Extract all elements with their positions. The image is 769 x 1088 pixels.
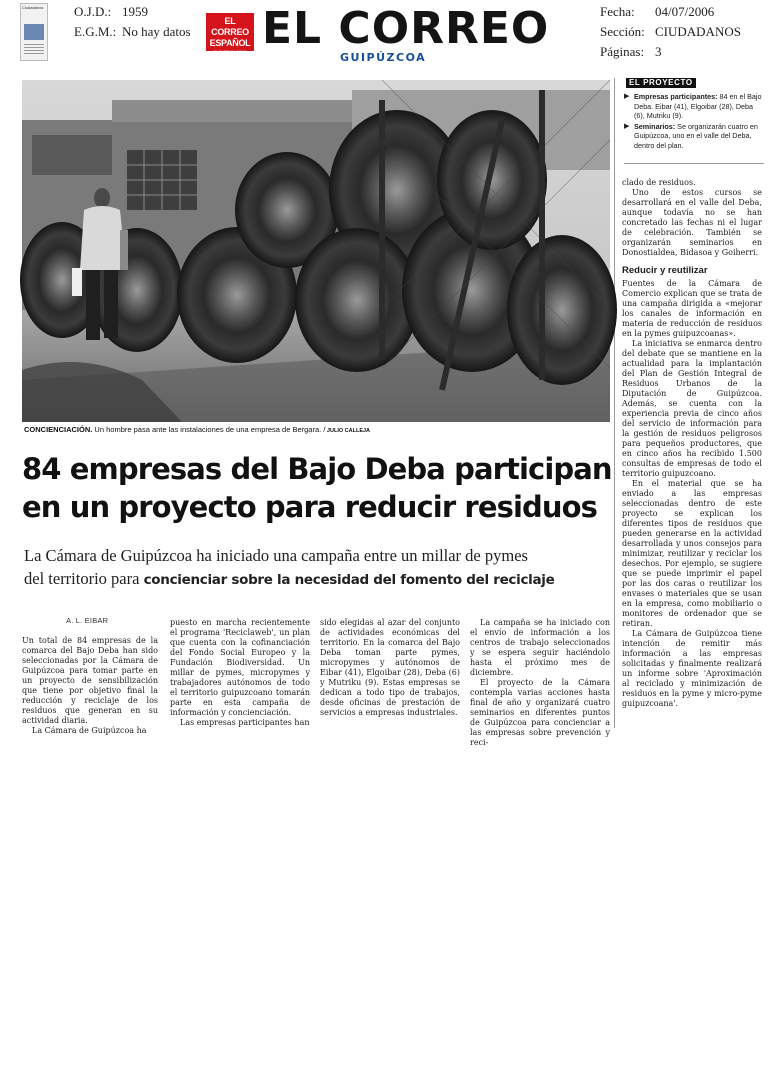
paragraph: Fuentes de la Cámara de Comercio explican que se trata de una campaña dirigida a «mejorar los canales de información en materia de reducción de residuos en la pymes guipuzcoanas».	[622, 279, 762, 338]
egm-label: E.G.M.:	[74, 24, 117, 39]
egm-value: No hay datos	[122, 24, 191, 39]
triangle-bullet-icon: ▶	[624, 93, 630, 100]
caption-credit: JULIO CALLEJA	[325, 428, 371, 434]
sidebar-tag: EL PROYECTO	[626, 78, 696, 88]
ojd-value: 1959	[122, 4, 148, 19]
article-subhead	[24, 544, 614, 592]
triangle-bullet-icon: ▶	[624, 122, 630, 130]
sidebar-item: ▶ Seminarios: Se organizarán cuatro en Guipúzcoa, uno en el valle del Deba, dentro del plan.	[624, 121, 758, 150]
body-column-1	[22, 636, 158, 736]
fecha-label: Fecha:	[600, 4, 635, 19]
subhead-emphasis: concienciar sobre la necesidad del fomento del reciclaje	[143, 572, 555, 588]
article-byline: A. L. EIBAR	[66, 616, 109, 625]
thumbnail-label: Ciudadanos	[22, 5, 44, 10]
newspaper-thumbnail	[20, 3, 48, 61]
sidebar-facts	[624, 92, 764, 151]
paragraph: sido elegidas al azar del conjunto de actividades económicas del territorio. En la comarca del Bajo Deba toman parte pymes, micropymes y autónomos de Eibar (41), Elgoibar (28), Deba (6) y Mutriku (9). Estas empresas se dedican a todo tipo de trabajos, desde oficinas de prestación de servicios a empresas industriales.	[320, 618, 460, 717]
body-column-2	[170, 618, 310, 736]
sidebar-divider	[624, 163, 764, 164]
paginas-value: 3	[655, 44, 662, 59]
caption-lead: CONCIENCIACIÓN.	[24, 425, 93, 434]
article-headline	[22, 450, 622, 526]
paragraph: puesto en marcha recientemente el programa 'Reciclaweb', un plan que cuenta con la cofinanciación del Fondo Social Europeo y la Fundación Biodiversidad. Un millar de pymes, micropymes y trabajadores autónomos de todo el territorio guipuzcoano tomarán parte en esta campaña de información y concienciación.	[170, 618, 310, 717]
paragraph: Las empresas participantes han	[180, 718, 310, 727]
paginas-label: Páginas:	[600, 44, 645, 59]
paragraph: Uno de estos cursos se desarrollará en el valle del Deba, aunque todavía no se han concretado las fechas ni el lugar de celebración. También se organizarán seminarios en Donostialdea, Bidasoa y Goiherri.	[622, 188, 762, 257]
subhead-line-1: La Cámara de Guipúzcoa ha iniciado una campaña entre un millar de pymes	[24, 546, 528, 565]
audience-meta	[74, 2, 191, 42]
headline-line-1: 84 empresas del Bajo Deba participan	[22, 452, 612, 486]
section-heading: Reducir y reutilizar	[622, 265, 708, 276]
masthead-title: EL CORREO	[262, 3, 550, 54]
article-photo	[22, 80, 610, 422]
masthead-edition: GUIPÚZCOA	[340, 51, 427, 64]
paragraph: En el material que se ha enviado a las empresas seleccionadas dentro de este proyecto se explican los diferentes tipos de residuos que pueden generarse en la actividad desarrollada y unos consejos para minimizar, reutilizar y reciclar los desechos. Por ejemplo, se sugiere que se puede imprimir el papel por las dos caras o reutilizar los envases o materiales que se usan en la empresa, como mobiliario o monitores de ordenador que se retiran.	[622, 479, 762, 628]
paragraph: La Cámara de Guipúzcoa ha	[32, 726, 147, 735]
publication-meta	[600, 2, 741, 62]
sidebar-item: ▶ Empresas participantes: 84 en el Bajo Deba. Eibar (41), Elgoibar (28), Deba (6), Mutriku (9).	[624, 92, 762, 120]
paragraph: El proyecto de la Cámara contempla varias acciones hasta final de año y organizará cuatro seminarios en diferentes puntos de Guipúzcoa para concienciar a las empresas sobre prevención y reci-	[470, 678, 610, 747]
seccion-value: CIUDADANOS	[655, 24, 741, 39]
paragraph: La iniciativa se enmarca dentro del debate que se mantiene en la actualidad para la implantación del Plan de Gestión Integral de Residuos Urbanos de la Diputación de Guipúzcoa. Además, se cuenta con la experiencia previa de cinco años del servicio de información para la gestión de residuos peligrosos para pequeños productores, que en cinco años ha recibido 1.500 consultas de empresas de todo el territorio guipuzcoano.	[622, 339, 762, 478]
paragraph: La Cámara de Guipúzcoa tiene intención de remitir más información a las empresas solicitadas y finalmente realizará un informe sobre 'Aproximación al reciclado y minimización de residuos en la pyme y micro-pyme guipuzcoana'.	[622, 629, 762, 708]
paragraph: La campaña se ha iniciado con el envío de información a los centros de trabajo seleccionados y se espera seguir haciéndolo hasta el próximo mes de diciembre.	[470, 618, 610, 677]
body-column-4	[470, 618, 610, 747]
fecha-value: 04/07/2006	[655, 4, 715, 19]
subhead-line-2: del territorio para concienciar sobre la necesidad del fomento del reciclaje	[24, 569, 555, 588]
ojd-label: O.J.D.:	[74, 4, 112, 19]
el-correo-espanol-logo: EL CORREO ESPAÑOL EL PUEBLO VASCO	[206, 13, 254, 51]
photo-caption	[24, 425, 612, 436]
caption-text: Un hombre pasa ante las instalaciones de una empresa de Bergara. /	[92, 425, 326, 434]
column-divider	[614, 78, 615, 728]
seccion-label: Sección:	[600, 24, 645, 39]
body-column-3	[320, 618, 460, 733]
paragraph: Un total de 84 empresas de la comarca del Bajo Deba han sido seleccionadas por la Cámara de Guipúzcoa para tomar parte en un proyecto de sensibilización que tiene por objetivo final la reducción y reciclaje de los residuos que generan en su actividad diaria.	[22, 636, 158, 725]
photo-illustration	[22, 80, 610, 422]
paragraph: clado de residuos.	[622, 178, 696, 187]
right-column	[622, 178, 762, 734]
headline-line-2: en un proyecto para reducir residuos	[22, 490, 597, 524]
